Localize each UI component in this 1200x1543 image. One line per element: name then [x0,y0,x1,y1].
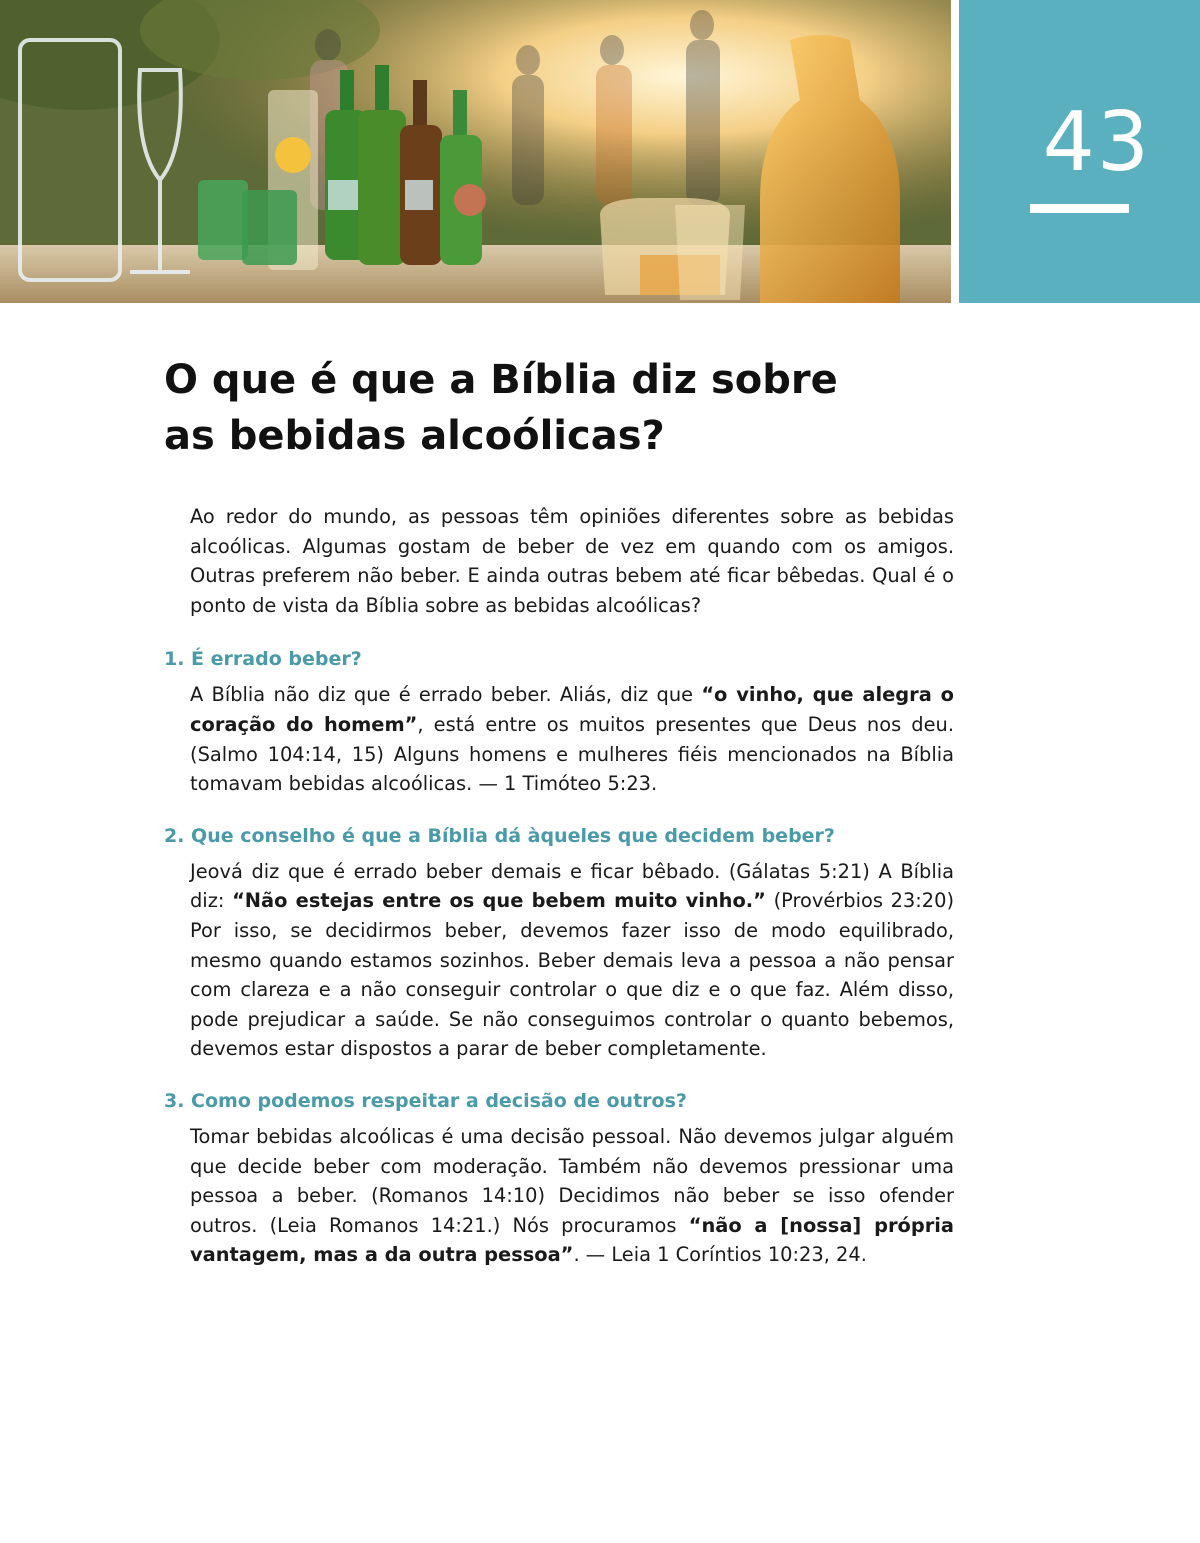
section-heading: 3. Como podemos respeitar a decisão de outros? [164,1089,687,1112]
paragraph-text: Jeová diz que é errado beber demais e ficar bêbado. (Gálatas 5:21) A Bíblia diz: [190,859,954,913]
scripture-quote: “não a [nossa] própria vantagem, mas a da outra pessoa” [190,1213,955,1267]
section-1 [164,646,954,798]
section-3 [164,1088,954,1270]
header-photo-illustration [0,0,951,303]
page-title-line1: O que é que a Bíblia diz sobre [164,357,838,403]
scripture-quote: “Não estejas entre os que bebem muito vinho.” [232,889,766,913]
paragraph-text: , está entre os muitos presentes que Deus nos deu. (Salmo 104:14, 15) Alguns homens e mulheres fiéis mencionados na Bíblia tomavam bebidas alcoólicas. — 1 Timóteo 5:23. [190,712,954,796]
paragraph-text: . — Leia 1 Coríntios 10:23, 24. [573,1243,867,1267]
section-paragraph [190,680,954,798]
paragraph-text: Tomar bebidas alcoólicas é uma decisão pessoal. Não devemos julgar alguém que decide beber com moderação. Também não devemos pressionar uma pessoa a beber. (Romanos 14:10) Decidimos não beber se isso ofender outros. (Leia Romanos 14:21.) Nós procuramos [190,1124,954,1237]
scripture-quote: “o vinho, que alegra o coração do homem” [190,683,954,736]
page-title [164,352,964,464]
chapter-number: 43 [1042,95,1151,190]
chapter-underline [1030,204,1129,213]
lesson-content [164,502,954,1294]
section-paragraph [190,857,954,1064]
section-2 [164,823,954,1064]
header-photo [0,0,951,303]
intro-paragraph: Ao redor do mundo, as pessoas têm opiniões diferentes sobre as bebidas alcoólicas. Algumas gostam de beber de vez em quando com os amigos. Outras preferem não beber. E ainda outras bebem até ficar bêbedas. Qual é o ponto de vista da Bíblia sobre as bebidas alcoólicas? [190,505,954,617]
page-title-line2: as bebidas alcoólicas? [164,413,665,459]
chapter-badge [959,0,1200,303]
paragraph-text: A Bíblia não diz que é errado beber. Aliás, diz que [190,683,702,707]
paragraph-text: (Provérbios 23:20) Por isso, se decidirmos beber, devemos fazer isso de modo equilibrado, mesmo quando estamos sozinhos. Beber demais leva a pessoa a não pensar com clareza e a não conseguir controlar o que diz e o que faz. Além disso, pode prejudicar a saúde. Se não conseguimos controlar o quanto bebemos, devemos estar dispostos a parar de beber completamente. [190,889,955,1061]
section-heading: 1. É errado beber? [164,648,362,671]
section-heading: 2. Que conselho é que a Bíblia dá àqueles que decidem beber? [164,824,835,847]
section-paragraph [190,1122,954,1270]
